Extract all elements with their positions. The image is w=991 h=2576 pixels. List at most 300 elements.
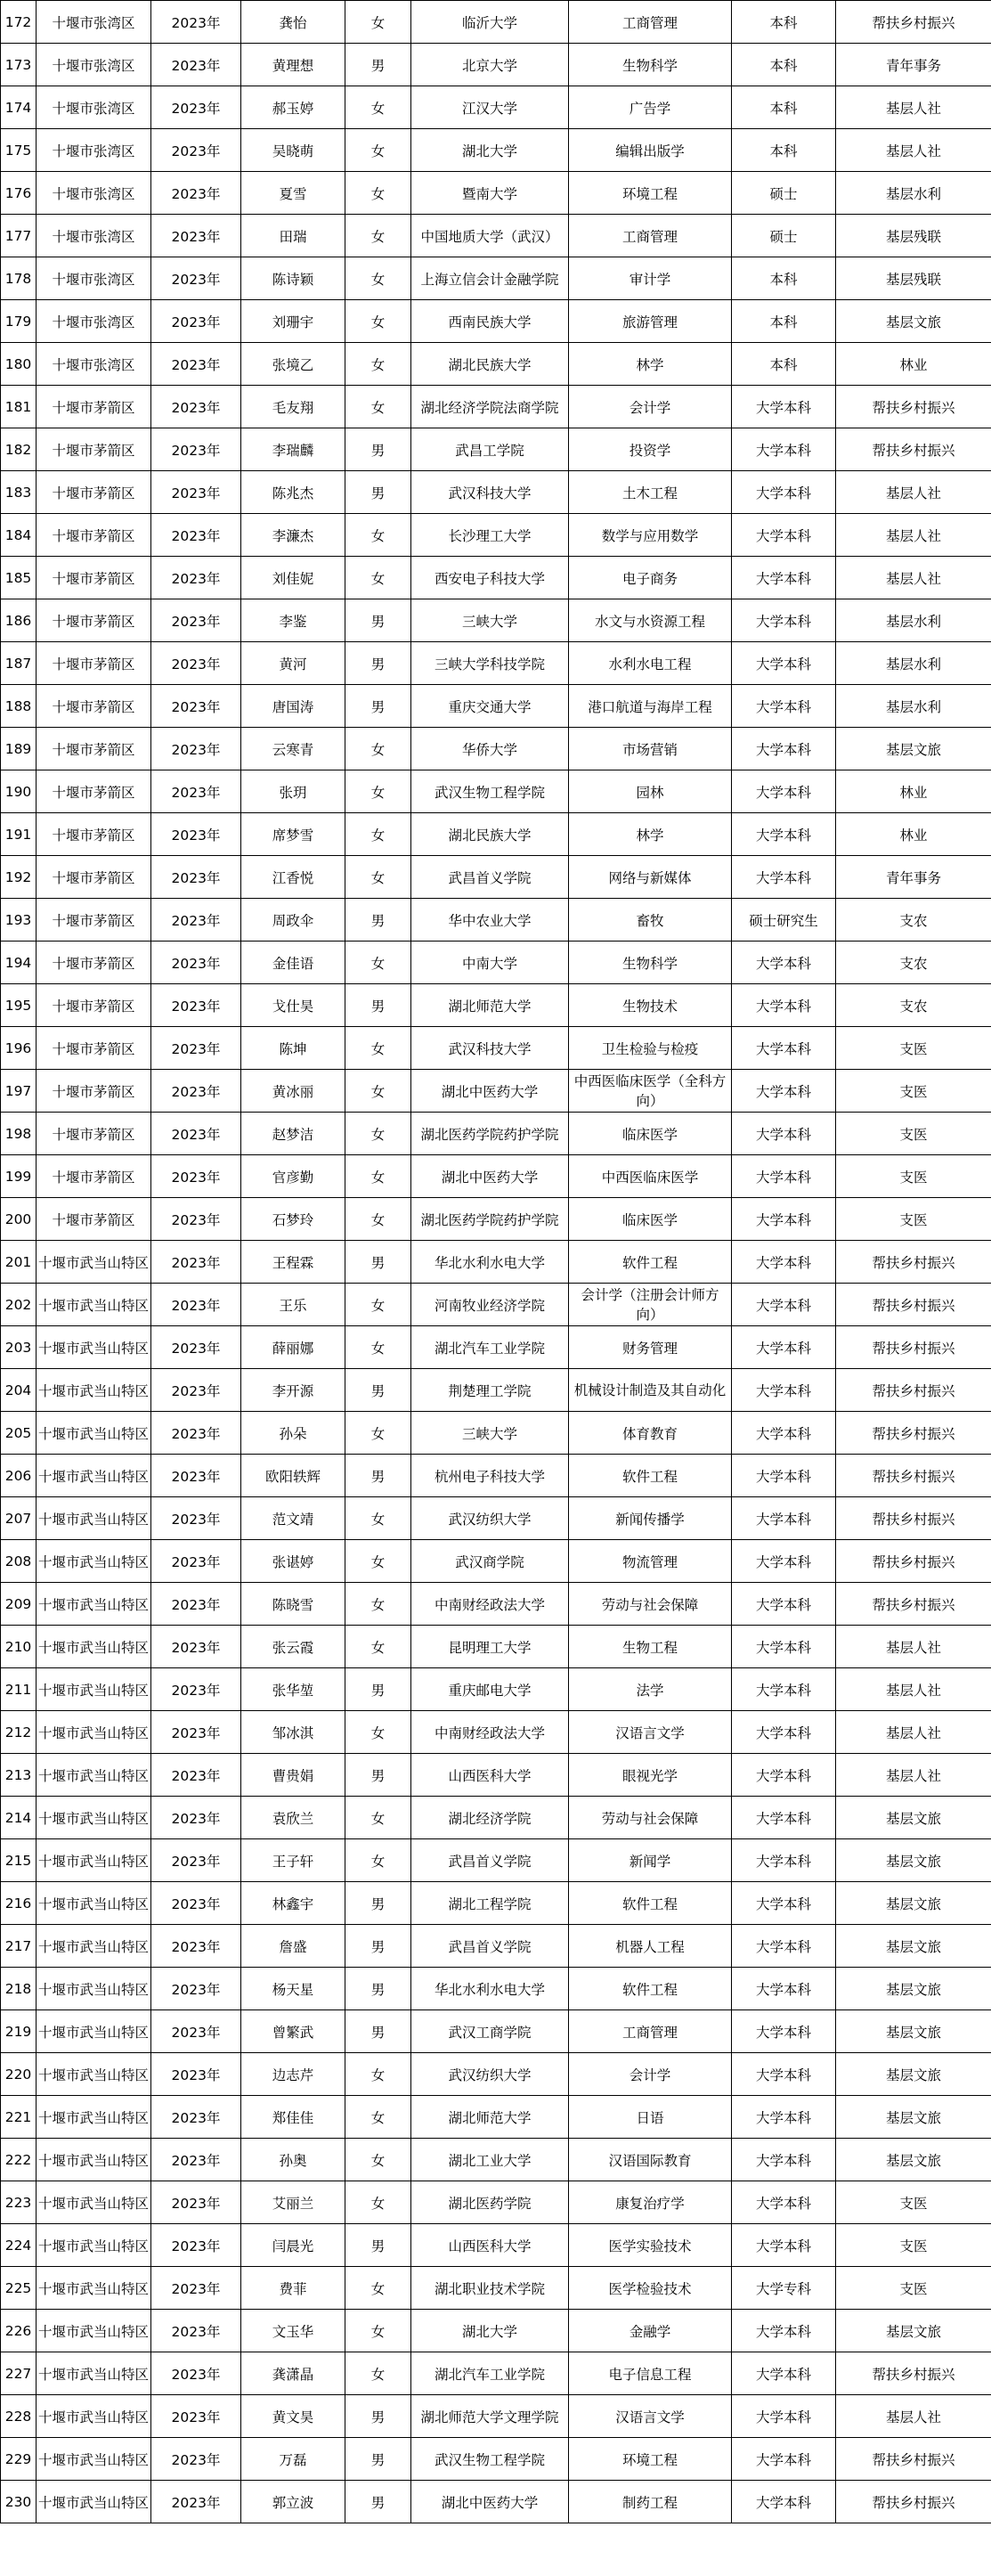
cell-school: 湖北师范大学文理学院 xyxy=(411,2395,569,2438)
cell-gender: 女 xyxy=(345,386,411,428)
cell-school: 湖北工业大学 xyxy=(411,2139,569,2181)
cell-degree: 大学本科 xyxy=(732,813,836,856)
cell-gender: 女 xyxy=(345,2310,411,2352)
cell-number: 184 xyxy=(1,514,37,557)
cell-name: 陈坤 xyxy=(241,1027,345,1070)
cell-post: 帮扶乡村振兴 xyxy=(836,1,991,44)
cell-degree: 大学本科 xyxy=(732,942,836,984)
cell-year: 2023年 xyxy=(151,1626,241,1668)
cell-post: 林业 xyxy=(836,770,991,813)
cell-region: 十堰市武当山特区 xyxy=(37,2481,151,2523)
cell-gender: 男 xyxy=(345,642,411,685)
cell-major: 软件工程 xyxy=(569,1882,732,1925)
cell-gender: 女 xyxy=(345,1027,411,1070)
cell-region: 十堰市武当山特区 xyxy=(37,1925,151,1968)
cell-major: 中西医临床医学（全科方向） xyxy=(569,1070,732,1113)
cell-major: 畜牧 xyxy=(569,899,732,942)
cell-region: 十堰市武当山特区 xyxy=(37,1711,151,1754)
cell-year: 2023年 xyxy=(151,599,241,642)
cell-region: 十堰市茅箭区 xyxy=(37,1027,151,1070)
cell-number: 219 xyxy=(1,2010,37,2053)
cell-region: 十堰市茅箭区 xyxy=(37,471,151,514)
cell-region: 十堰市武当山特区 xyxy=(37,2267,151,2310)
cell-year: 2023年 xyxy=(151,1070,241,1113)
cell-degree: 大学本科 xyxy=(732,2395,836,2438)
cell-gender: 男 xyxy=(345,2395,411,2438)
cell-school: 湖北师范大学 xyxy=(411,2096,569,2139)
cell-school: 三峡大学 xyxy=(411,1412,569,1455)
table-row xyxy=(1,215,991,257)
cell-number: 186 xyxy=(1,599,37,642)
cell-post: 支医 xyxy=(836,2224,991,2267)
cell-school: 上海立信会计金融学院 xyxy=(411,257,569,300)
cell-degree: 大学本科 xyxy=(732,1027,836,1070)
cell-school: 江汉大学 xyxy=(411,86,569,129)
cell-number: 182 xyxy=(1,428,37,471)
cell-year: 2023年 xyxy=(151,343,241,386)
cell-post: 帮扶乡村振兴 xyxy=(836,1540,991,1583)
cell-school: 湖北工程学院 xyxy=(411,1882,569,1925)
cell-gender: 男 xyxy=(345,1925,411,1968)
cell-number: 214 xyxy=(1,1797,37,1839)
cell-gender: 男 xyxy=(345,1455,411,1497)
table-row xyxy=(1,642,991,685)
cell-school: 中南财经政法大学 xyxy=(411,1711,569,1754)
cell-number: 208 xyxy=(1,1540,37,1583)
cell-year: 2023年 xyxy=(151,1241,241,1284)
cell-major: 医学实验技术 xyxy=(569,2224,732,2267)
cell-region: 十堰市茅箭区 xyxy=(37,856,151,899)
cell-year: 2023年 xyxy=(151,1711,241,1754)
cell-year: 2023年 xyxy=(151,2310,241,2352)
table-row xyxy=(1,129,991,172)
cell-major: 环境工程 xyxy=(569,2438,732,2481)
cell-major: 旅游管理 xyxy=(569,300,732,343)
cell-name: 孙奥 xyxy=(241,2139,345,2181)
cell-region: 十堰市茅箭区 xyxy=(37,1113,151,1155)
cell-major: 广告学 xyxy=(569,86,732,129)
cell-major: 软件工程 xyxy=(569,1241,732,1284)
cell-post: 支农 xyxy=(836,984,991,1027)
cell-year: 2023年 xyxy=(151,386,241,428)
cell-number: 224 xyxy=(1,2224,37,2267)
cell-region: 十堰市武当山特区 xyxy=(37,1754,151,1797)
cell-name: 刘佳妮 xyxy=(241,557,345,599)
cell-region: 十堰市武当山特区 xyxy=(37,1968,151,2010)
cell-name: 戈仕昊 xyxy=(241,984,345,1027)
cell-year: 2023年 xyxy=(151,300,241,343)
cell-number: 215 xyxy=(1,1839,37,1882)
cell-gender: 女 xyxy=(345,1326,411,1369)
cell-name: 黄冰丽 xyxy=(241,1070,345,1113)
cell-region: 十堰市茅箭区 xyxy=(37,514,151,557)
cell-post: 帮扶乡村振兴 xyxy=(836,1583,991,1626)
cell-major: 医学检验技术 xyxy=(569,2267,732,2310)
cell-school: 华中农业大学 xyxy=(411,899,569,942)
table-row xyxy=(1,1241,991,1284)
cell-gender: 女 xyxy=(345,2139,411,2181)
cell-year: 2023年 xyxy=(151,1839,241,1882)
cell-major: 水利水电工程 xyxy=(569,642,732,685)
cell-degree: 大学本科 xyxy=(732,728,836,770)
cell-name: 张云霞 xyxy=(241,1626,345,1668)
cell-gender: 女 xyxy=(345,1412,411,1455)
cell-year: 2023年 xyxy=(151,1968,241,2010)
cell-number: 191 xyxy=(1,813,37,856)
cell-year: 2023年 xyxy=(151,2267,241,2310)
table-row xyxy=(1,685,991,728)
cell-year: 2023年 xyxy=(151,257,241,300)
table-row xyxy=(1,428,991,471)
cell-school: 湖北医药学院药护学院 xyxy=(411,1198,569,1241)
cell-school: 重庆邮电大学 xyxy=(411,1668,569,1711)
cell-gender: 男 xyxy=(345,2438,411,2481)
table-row xyxy=(1,2438,991,2481)
cell-major: 会计学 xyxy=(569,2053,732,2096)
table-row xyxy=(1,1284,991,1326)
cell-school: 杭州电子科技大学 xyxy=(411,1455,569,1497)
table-row xyxy=(1,1797,991,1839)
cell-region: 十堰市武当山特区 xyxy=(37,2010,151,2053)
cell-region: 十堰市武当山特区 xyxy=(37,2181,151,2224)
cell-year: 2023年 xyxy=(151,557,241,599)
cell-number: 218 xyxy=(1,1968,37,2010)
table-row xyxy=(1,1070,991,1113)
cell-number: 216 xyxy=(1,1882,37,1925)
cell-major: 网络与新媒体 xyxy=(569,856,732,899)
cell-number: 229 xyxy=(1,2438,37,2481)
table-row xyxy=(1,1155,991,1198)
roster-body xyxy=(1,1,991,2523)
cell-gender: 女 xyxy=(345,1,411,44)
cell-year: 2023年 xyxy=(151,2139,241,2181)
cell-name: 黄文昊 xyxy=(241,2395,345,2438)
cell-name: 艾丽兰 xyxy=(241,2181,345,2224)
cell-region: 十堰市茅箭区 xyxy=(37,770,151,813)
cell-post: 基层人社 xyxy=(836,86,991,129)
cell-degree: 大学本科 xyxy=(732,856,836,899)
table-row xyxy=(1,2096,991,2139)
cell-major: 金融学 xyxy=(569,2310,732,2352)
cell-gender: 女 xyxy=(345,2053,411,2096)
cell-name: 詹盛 xyxy=(241,1925,345,1968)
cell-degree: 大学本科 xyxy=(732,1113,836,1155)
cell-gender: 女 xyxy=(345,1070,411,1113)
cell-number: 177 xyxy=(1,215,37,257)
cell-major: 编辑出版学 xyxy=(569,129,732,172)
cell-gender: 女 xyxy=(345,1113,411,1155)
cell-post: 支医 xyxy=(836,2181,991,2224)
cell-post: 基层文旅 xyxy=(836,2053,991,2096)
cell-school: 中南大学 xyxy=(411,942,569,984)
cell-school: 北京大学 xyxy=(411,44,569,86)
cell-number: 221 xyxy=(1,2096,37,2139)
cell-post: 基层文旅 xyxy=(836,1968,991,2010)
cell-number: 180 xyxy=(1,343,37,386)
cell-region: 十堰市茅箭区 xyxy=(37,428,151,471)
cell-post: 青年事务 xyxy=(836,856,991,899)
table-row xyxy=(1,599,991,642)
cell-region: 十堰市武当山特区 xyxy=(37,2139,151,2181)
cell-post: 基层人社 xyxy=(836,1754,991,1797)
cell-name: 林鑫宇 xyxy=(241,1882,345,1925)
cell-name: 赵梦洁 xyxy=(241,1113,345,1155)
cell-post: 基层水利 xyxy=(836,599,991,642)
cell-year: 2023年 xyxy=(151,770,241,813)
cell-school: 湖北中医药大学 xyxy=(411,1155,569,1198)
cell-name: 孙朵 xyxy=(241,1412,345,1455)
cell-post: 基层人社 xyxy=(836,2395,991,2438)
cell-year: 2023年 xyxy=(151,642,241,685)
table-row xyxy=(1,942,991,984)
cell-year: 2023年 xyxy=(151,1540,241,1583)
table-row xyxy=(1,856,991,899)
cell-school: 湖北民族大学 xyxy=(411,813,569,856)
cell-major: 眼视光学 xyxy=(569,1754,732,1797)
cell-school: 华北水利水电大学 xyxy=(411,1241,569,1284)
cell-name: 刘珊宇 xyxy=(241,300,345,343)
cell-post: 支医 xyxy=(836,1155,991,1198)
cell-year: 2023年 xyxy=(151,1668,241,1711)
cell-name: 万磊 xyxy=(241,2438,345,2481)
cell-year: 2023年 xyxy=(151,1113,241,1155)
cell-post: 帮扶乡村振兴 xyxy=(836,386,991,428)
cell-degree: 本科 xyxy=(732,1,836,44)
cell-year: 2023年 xyxy=(151,172,241,215)
cell-region: 十堰市武当山特区 xyxy=(37,2096,151,2139)
cell-major: 新闻学 xyxy=(569,1839,732,1882)
cell-degree: 硕士 xyxy=(732,215,836,257)
cell-region: 十堰市茅箭区 xyxy=(37,899,151,942)
cell-school: 湖北医药学院 xyxy=(411,2181,569,2224)
cell-region: 十堰市茅箭区 xyxy=(37,557,151,599)
cell-post: 帮扶乡村振兴 xyxy=(836,1497,991,1540)
cell-name: 郝玉婷 xyxy=(241,86,345,129)
cell-major: 生物科学 xyxy=(569,44,732,86)
cell-major: 林学 xyxy=(569,343,732,386)
cell-year: 2023年 xyxy=(151,1882,241,1925)
cell-number: 187 xyxy=(1,642,37,685)
cell-post: 基层文旅 xyxy=(836,728,991,770)
cell-number: 220 xyxy=(1,2053,37,2096)
table-row xyxy=(1,813,991,856)
cell-major: 临床医学 xyxy=(569,1113,732,1155)
cell-major: 康复治疗学 xyxy=(569,2181,732,2224)
cell-gender: 女 xyxy=(345,2267,411,2310)
cell-year: 2023年 xyxy=(151,1326,241,1369)
cell-gender: 女 xyxy=(345,2181,411,2224)
cell-major: 财务管理 xyxy=(569,1326,732,1369)
cell-year: 2023年 xyxy=(151,1027,241,1070)
cell-degree: 本科 xyxy=(732,129,836,172)
cell-post: 支农 xyxy=(836,899,991,942)
table-row xyxy=(1,471,991,514)
cell-number: 197 xyxy=(1,1070,37,1113)
cell-number: 185 xyxy=(1,557,37,599)
cell-year: 2023年 xyxy=(151,2053,241,2096)
table-row xyxy=(1,1839,991,1882)
cell-number: 205 xyxy=(1,1412,37,1455)
cell-degree: 大学本科 xyxy=(732,1241,836,1284)
cell-name: 吴晓萌 xyxy=(241,129,345,172)
cell-post: 基层残联 xyxy=(836,215,991,257)
cell-degree: 大学本科 xyxy=(732,514,836,557)
cell-gender: 女 xyxy=(345,2096,411,2139)
cell-name: 李濂杰 xyxy=(241,514,345,557)
cell-major: 制药工程 xyxy=(569,2481,732,2523)
cell-region: 十堰市武当山特区 xyxy=(37,1412,151,1455)
cell-region: 十堰市武当山特区 xyxy=(37,2395,151,2438)
cell-degree: 大学本科 xyxy=(732,642,836,685)
table-row xyxy=(1,1668,991,1711)
cell-year: 2023年 xyxy=(151,2438,241,2481)
table-row xyxy=(1,514,991,557)
cell-gender: 男 xyxy=(345,471,411,514)
table-row xyxy=(1,2181,991,2224)
cell-number: 188 xyxy=(1,685,37,728)
cell-school: 湖北医药学院药护学院 xyxy=(411,1113,569,1155)
table-row xyxy=(1,984,991,1027)
cell-major: 港口航道与海岸工程 xyxy=(569,685,732,728)
cell-post: 帮扶乡村振兴 xyxy=(836,1455,991,1497)
cell-degree: 大学本科 xyxy=(732,599,836,642)
cell-name: 曹贵娟 xyxy=(241,1754,345,1797)
cell-gender: 女 xyxy=(345,215,411,257)
cell-degree: 硕士 xyxy=(732,172,836,215)
cell-region: 十堰市茅箭区 xyxy=(37,685,151,728)
cell-degree: 大学本科 xyxy=(732,2181,836,2224)
cell-major: 卫生检验与检疫 xyxy=(569,1027,732,1070)
cell-post: 基层文旅 xyxy=(836,1797,991,1839)
cell-region: 十堰市武当山特区 xyxy=(37,1326,151,1369)
cell-region: 十堰市武当山特区 xyxy=(37,1241,151,1284)
cell-region: 十堰市茅箭区 xyxy=(37,728,151,770)
cell-degree: 大学专科 xyxy=(732,2267,836,2310)
cell-post: 支医 xyxy=(836,1070,991,1113)
cell-school: 湖北民族大学 xyxy=(411,343,569,386)
cell-name: 欧阳轶辉 xyxy=(241,1455,345,1497)
cell-year: 2023年 xyxy=(151,1797,241,1839)
cell-gender: 女 xyxy=(345,129,411,172)
table-row xyxy=(1,2310,991,2352)
cell-region: 十堰市张湾区 xyxy=(37,1,151,44)
cell-gender: 女 xyxy=(345,1540,411,1583)
cell-major: 软件工程 xyxy=(569,1455,732,1497)
cell-year: 2023年 xyxy=(151,1369,241,1412)
table-row xyxy=(1,770,991,813)
cell-gender: 男 xyxy=(345,44,411,86)
cell-post: 基层水利 xyxy=(836,172,991,215)
cell-region: 十堰市武当山特区 xyxy=(37,2352,151,2395)
table-row xyxy=(1,1,991,44)
cell-name: 郑佳佳 xyxy=(241,2096,345,2139)
cell-gender: 男 xyxy=(345,2224,411,2267)
cell-number: 192 xyxy=(1,856,37,899)
cell-name: 云寒青 xyxy=(241,728,345,770)
cell-post: 帮扶乡村振兴 xyxy=(836,2438,991,2481)
cell-number: 200 xyxy=(1,1198,37,1241)
cell-name: 陈晓雪 xyxy=(241,1583,345,1626)
cell-school: 武汉纺织大学 xyxy=(411,2053,569,2096)
cell-year: 2023年 xyxy=(151,514,241,557)
cell-number: 210 xyxy=(1,1626,37,1668)
cell-gender: 男 xyxy=(345,1754,411,1797)
cell-post: 基层人社 xyxy=(836,1668,991,1711)
cell-major: 林学 xyxy=(569,813,732,856)
cell-post: 基层人社 xyxy=(836,1711,991,1754)
cell-year: 2023年 xyxy=(151,984,241,1027)
table-row xyxy=(1,257,991,300)
cell-major: 机械设计制造及其自动化 xyxy=(569,1369,732,1412)
cell-major: 园林 xyxy=(569,770,732,813)
cell-degree: 大学本科 xyxy=(732,2224,836,2267)
cell-name: 杨天星 xyxy=(241,1968,345,2010)
cell-gender: 男 xyxy=(345,599,411,642)
cell-major: 生物技术 xyxy=(569,984,732,1027)
cell-gender: 女 xyxy=(345,514,411,557)
cell-school: 河南牧业经济学院 xyxy=(411,1284,569,1326)
cell-major: 数学与应用数学 xyxy=(569,514,732,557)
cell-major: 劳动与社会保障 xyxy=(569,1797,732,1839)
cell-school: 武汉生物工程学院 xyxy=(411,2438,569,2481)
cell-degree: 大学本科 xyxy=(732,1326,836,1369)
cell-major: 临床医学 xyxy=(569,1198,732,1241)
cell-gender: 女 xyxy=(345,557,411,599)
cell-degree: 大学本科 xyxy=(732,386,836,428)
cell-post: 基层文旅 xyxy=(836,1925,991,1968)
cell-region: 十堰市武当山特区 xyxy=(37,1540,151,1583)
cell-post: 基层水利 xyxy=(836,642,991,685)
cell-number: 213 xyxy=(1,1754,37,1797)
cell-degree: 大学本科 xyxy=(732,1711,836,1754)
cell-degree: 硕士研究生 xyxy=(732,899,836,942)
cell-number: 227 xyxy=(1,2352,37,2395)
cell-post: 支农 xyxy=(836,942,991,984)
cell-post: 基层人社 xyxy=(836,1626,991,1668)
cell-gender: 男 xyxy=(345,1241,411,1284)
cell-gender: 女 xyxy=(345,1626,411,1668)
table-row xyxy=(1,1497,991,1540)
cell-post: 基层文旅 xyxy=(836,2096,991,2139)
cell-school: 湖北大学 xyxy=(411,2310,569,2352)
cell-post: 帮扶乡村振兴 xyxy=(836,1241,991,1284)
cell-number: 176 xyxy=(1,172,37,215)
cell-school: 湖北大学 xyxy=(411,129,569,172)
cell-region: 十堰市茅箭区 xyxy=(37,599,151,642)
cell-gender: 女 xyxy=(345,813,411,856)
cell-name: 官彦勤 xyxy=(241,1155,345,1198)
table-row xyxy=(1,1968,991,2010)
cell-school: 昆明理工大学 xyxy=(411,1626,569,1668)
cell-year: 2023年 xyxy=(151,1,241,44)
cell-major: 工商管理 xyxy=(569,215,732,257)
cell-gender: 女 xyxy=(345,1711,411,1754)
table-row xyxy=(1,1326,991,1369)
cell-number: 226 xyxy=(1,2310,37,2352)
cell-region: 十堰市茅箭区 xyxy=(37,1155,151,1198)
cell-year: 2023年 xyxy=(151,1284,241,1326)
cell-degree: 大学本科 xyxy=(732,557,836,599)
cell-degree: 大学本科 xyxy=(732,2310,836,2352)
cell-region: 十堰市武当山特区 xyxy=(37,1882,151,1925)
cell-post: 基层文旅 xyxy=(836,1839,991,1882)
cell-name: 范文靖 xyxy=(241,1497,345,1540)
cell-degree: 大学本科 xyxy=(732,2438,836,2481)
cell-degree: 大学本科 xyxy=(732,428,836,471)
cell-school: 长沙理工大学 xyxy=(411,514,569,557)
table-row xyxy=(1,1455,991,1497)
table-row xyxy=(1,1412,991,1455)
